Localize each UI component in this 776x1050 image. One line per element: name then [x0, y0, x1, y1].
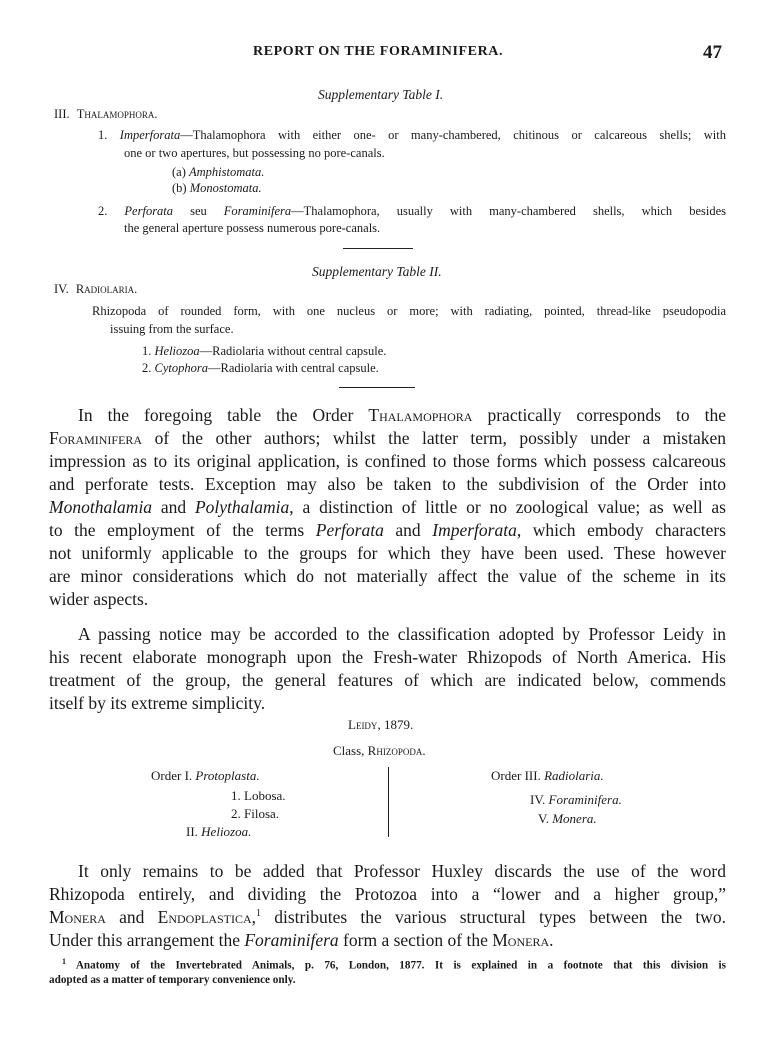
text: form a section of the — [338, 930, 493, 950]
leidy-title — [348, 717, 413, 733]
word-seu: seu — [173, 204, 224, 218]
term-heliozoa: Heliozoa. — [201, 824, 252, 839]
term-heliozoa: Heliozoa — [154, 344, 200, 358]
para1-line-4: and perforate tests. Exception may also be taken to the subdivision of the Order into — [49, 474, 726, 494]
term-rhizopoda: Rhizopoda — [367, 743, 423, 758]
footnote-text: Anatomy of the Invertebrated Animals, p. 76, London, 1877. It is explained in a footnote that this division is — [66, 959, 726, 972]
term-endoplastica: Endoplastica — [157, 907, 252, 927]
section-thalamophora — [54, 107, 158, 122]
para1-line-8: are minor considerations which do not materially affect the value of the scheme in its — [49, 566, 726, 586]
term-foraminifera: Foraminifera — [244, 930, 339, 950]
term-monera: Monera — [492, 930, 550, 950]
subgroup-b — [172, 181, 262, 196]
radiolaria-desc-line-2: issuing from the surface. — [110, 322, 234, 336]
order-radiolaria — [491, 768, 604, 784]
para2-line-1: A passing notice may be accorded to the classification adopted by Professor Leidy in — [78, 624, 726, 644]
sub-label: (a) — [172, 165, 186, 179]
text: of the other authors; whilst the latter term, possibly under a mistaken — [142, 428, 726, 448]
para2-line-4: itself by its extreme simplicity. — [49, 693, 266, 713]
item-number: 1. — [142, 344, 152, 358]
para1-line-2 — [49, 428, 726, 449]
term-foraminifera: Foraminifera — [49, 428, 143, 448]
order-label: II. — [186, 824, 198, 839]
order-foraminifera — [530, 792, 622, 808]
order-label: Order I. — [151, 768, 193, 783]
imperforata-line-2: one or two apertures, but possessing no pore-canals. — [124, 146, 385, 160]
term-foraminifera: Foraminifera — [223, 204, 292, 218]
divider-rule — [339, 387, 415, 388]
perforata-line-2: the general aperture possess numerous pore-canals. — [124, 221, 381, 235]
section-name: Radiolaria. — [75, 282, 138, 296]
item-number: 1. — [98, 128, 108, 142]
section-name: Thalamophora. — [76, 107, 158, 121]
text: , which embody characters — [516, 520, 726, 540]
perforata-line-1 — [98, 204, 726, 219]
page-number: 47 — [703, 42, 722, 63]
text: practically corresponds to the — [472, 405, 726, 425]
text: and — [152, 497, 195, 517]
term-perforata: Perforata — [315, 520, 384, 540]
divider-rule — [343, 248, 413, 249]
supp-table-2-title: Supplementary Table II. — [312, 264, 442, 279]
para1-line-9: wider aspects. — [49, 589, 149, 609]
footnote-line-2: adopted as a matter of temporary convenience only. — [49, 974, 296, 986]
order-heliozoa — [186, 824, 251, 840]
term-imperforata: Imperforata — [432, 520, 517, 540]
term-thalamophora: Thalamophora — [368, 405, 473, 425]
term-foraminifera: Foraminifera. — [548, 792, 622, 807]
leidy-class — [333, 743, 426, 759]
footnote-mark: 1 — [62, 957, 66, 966]
para3-line-3: Monera and Endoplastica,$^1$ distributes the various structural types between the two. — [49, 907, 726, 927]
para1-line-6 — [49, 520, 726, 541]
order-label: V. — [538, 811, 549, 826]
para2-line-3: treatment of the group, the general features of which are indicated below, commends — [49, 670, 726, 690]
radiolaria-desc-line-1: Rhizopoda of rounded form, with one nucleus or more; with radiating, pointed, thread-like pseudopodia — [92, 304, 726, 318]
item-number: 2. — [142, 361, 152, 375]
para1-line-3: impression as to its original application, is confined to those forms which possess calcareous — [49, 451, 726, 471]
term-cytophora: Cytophora — [154, 361, 208, 375]
text: In the foregoing table the Order — [78, 405, 369, 425]
para3-line-1: It only remains to be added that Professor Huxley discards the use of the word — [78, 861, 726, 881]
text: . — [549, 930, 554, 950]
term-perforata: Perforata — [124, 204, 174, 218]
order-label: Order III. — [491, 768, 541, 783]
term-monothalamia: Monothalamia — [49, 497, 153, 517]
term-amphistomata: Amphistomata. — [189, 165, 265, 179]
subgroup-a — [172, 165, 264, 180]
section-number: IV. — [54, 282, 69, 296]
suborder-filosa: 2. Filosa. — [231, 806, 280, 821]
running-title: REPORT ON THE FORAMINIFERA. — [253, 44, 504, 59]
item-text: —Radiolaria without central capsule. — [199, 344, 387, 358]
term-polythalamia: Polythalamia — [194, 497, 290, 517]
para1-line-5 — [49, 497, 726, 518]
footnote-marker: 1 — [256, 908, 262, 920]
cytophora-item — [142, 361, 379, 376]
term-protoplasta: Protoplasta. — [195, 768, 260, 783]
item-text: —Radiolaria with central capsule. — [207, 361, 379, 375]
text: distributes the various structural types between the two. — [261, 907, 726, 927]
order-protoplasta — [151, 768, 260, 784]
text: , a distinction of little or no zoological value; as well as — [289, 497, 726, 517]
text: . — [422, 743, 426, 758]
para1-line-7: not uniformly applicable to the groups for which they have been used. These however — [49, 543, 726, 563]
para2-line-2: his recent elaborate monograph upon the Fresh-water Rhizopods of North America. His — [49, 647, 726, 667]
sub-label: (b) — [172, 181, 187, 195]
item-text: —Thalamophora with either one- or many-chambered, chitinous or calcareous shells; with — [180, 128, 726, 142]
term-imperforata: Imperforata — [119, 128, 181, 142]
class-label: Class, — [333, 743, 368, 758]
term-monera: Monera — [49, 907, 106, 927]
text: and — [105, 907, 158, 927]
footnote-line-1 — [62, 957, 726, 972]
text: Under this arrangement the — [49, 930, 245, 950]
suborder-lobosa: 1. Lobosa. — [231, 788, 286, 803]
supp-table-1-title: Supplementary Table I. — [318, 87, 444, 102]
classification-divider — [388, 767, 389, 837]
para3-line-4 — [49, 930, 554, 951]
term-radiolaria: Radiolaria. — [544, 768, 604, 783]
year: , 1879. — [377, 717, 414, 732]
order-monera — [538, 811, 597, 827]
item-text: —Thalamophora, usually with many-chambered shells, which besides — [291, 204, 726, 218]
item-number: 2. — [98, 204, 108, 218]
para3-line-2: Rhizopoda entirely, and dividing the Protozoa into a “lower and a higher group,” — [49, 884, 726, 904]
para1-line-1 — [78, 405, 726, 426]
imperforata-line-1 — [98, 128, 726, 143]
section-number: III. — [54, 107, 70, 121]
author-name: Leidy — [348, 717, 378, 732]
term-monera: Monera. — [552, 811, 597, 826]
order-label: IV. — [530, 792, 546, 807]
section-radiolaria — [54, 282, 137, 297]
heliozoa-item — [142, 344, 386, 359]
text: to the employment of the terms — [49, 520, 316, 540]
text: and — [383, 520, 433, 540]
term-monostomata: Monostomata. — [189, 181, 262, 195]
